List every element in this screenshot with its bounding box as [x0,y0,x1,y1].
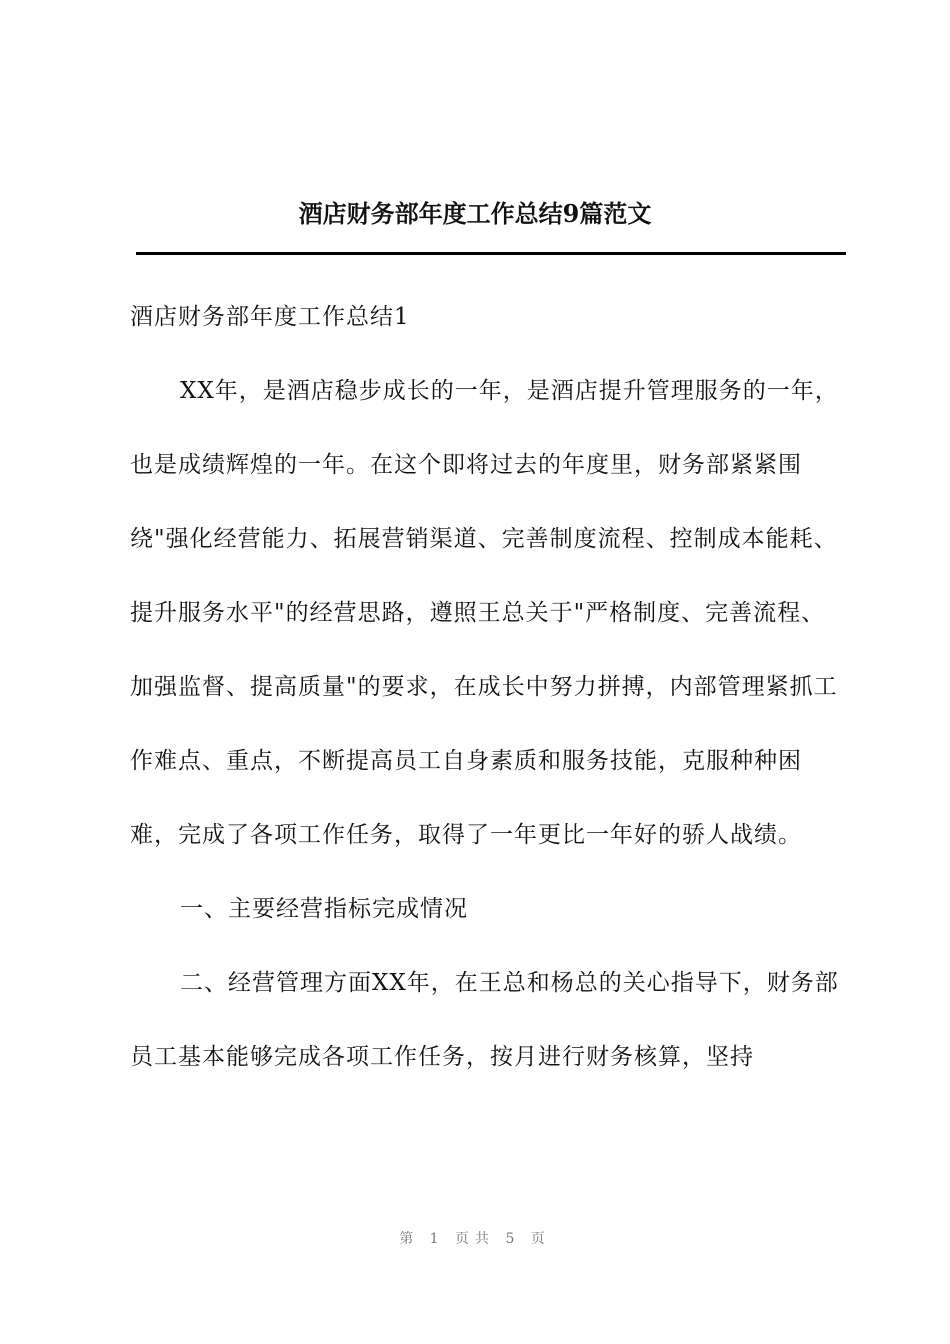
paragraph-management: 二、经营管理方面XX年，在王总和杨总的关心指导下，财务部员工基本能够完成各项工作任务，按月进行财务核算，坚持 [130,970,839,1070]
paragraph-intro: XX年，是酒店稳步成长的一年，是酒店提升管理服务的一年，也是成绩辉煌的一年。在这个即将过去的年度里，财务部紧紧围绕"强化经营能力、拓展营销渠道、完善制度流程、控制成本能耗、提升服务水平"的经营思路，遵照王总关于"严格制度、完善流程、加强监督、提高质量"的要求，在成长中努力拼搏，内部管理紧抓工作难点、重点，不断提高员工自身素质和服务技能，克服种种困难，完成了各项工作任务，取得了一年更比一年好的骄人战绩。 [130,378,839,848]
document-title: 酒店财务部年度工作总结9篇范文 [298,199,652,228]
document-body [130,280,845,1094]
paragraph-heading-1: 一、主要经营指标完成情况 [180,896,468,922]
title-divider [136,252,846,255]
section-heading: 酒店财务部年度工作总结1 [130,304,410,330]
page-footer: 第 1 页共 5 页 [399,1231,551,1247]
